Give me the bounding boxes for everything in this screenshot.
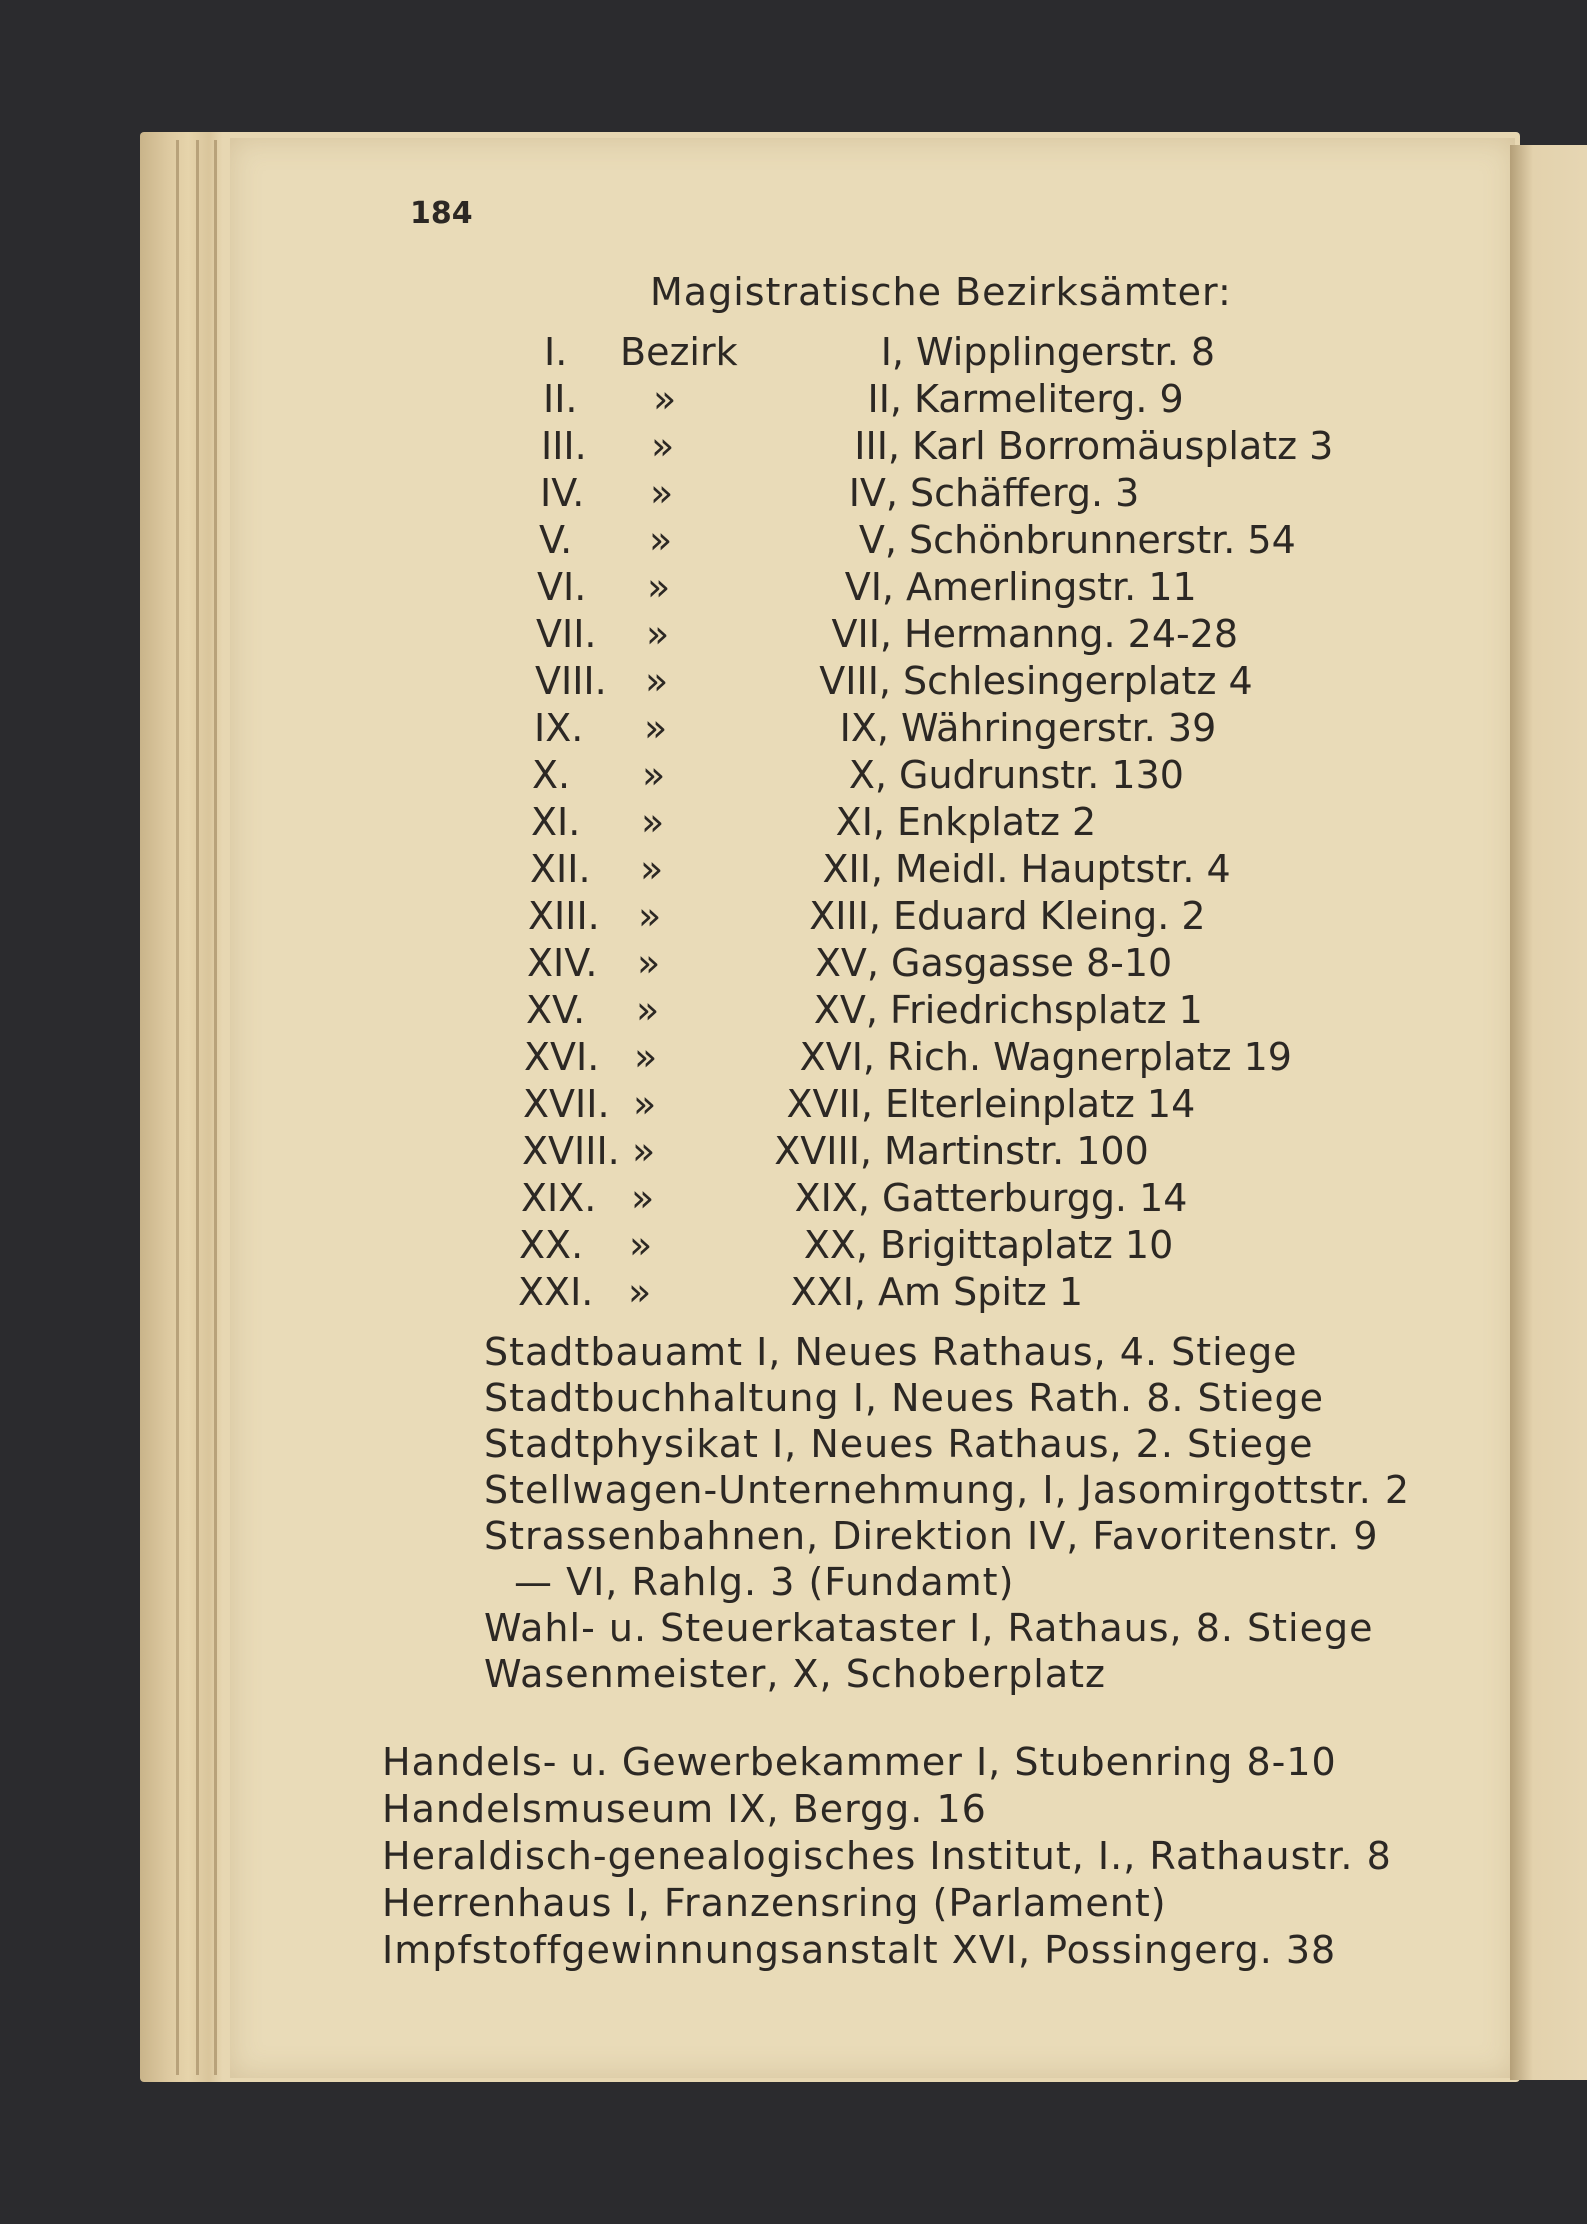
district-number: XI. xyxy=(531,800,581,844)
district-address: Rich. Wagnerplatz 19 xyxy=(887,1035,1292,1079)
district-address: Hermanng. 24-28 xyxy=(904,612,1239,656)
ditto-mark: » xyxy=(629,1223,653,1267)
district-code: VIII, xyxy=(819,659,891,703)
ditto-mark: » xyxy=(632,1129,656,1173)
district-code: I, xyxy=(880,330,904,374)
section-heading: Magistratische Bezirksämter: xyxy=(650,270,1232,314)
district-address: Schäfferg. 3 xyxy=(910,471,1140,515)
district-address: Karmeliterg. 9 xyxy=(914,377,1184,421)
district-code: XIII, xyxy=(809,894,881,938)
district-number: XVIII. xyxy=(522,1129,620,1173)
district-code: XXI, xyxy=(790,1270,866,1314)
ditto-mark: » xyxy=(634,1035,658,1079)
district-address: Enkplatz 2 xyxy=(897,800,1097,844)
district-address: Schlesingerplatz 4 xyxy=(903,659,1253,703)
district-number: XVII. xyxy=(523,1082,610,1126)
ditto-mark: » xyxy=(645,659,669,703)
district-number: VIII. xyxy=(535,659,607,703)
ditto-mark: » xyxy=(637,941,661,985)
office-line: Stadtbauamt I, Neues Rathaus, 4. Stiege xyxy=(484,1330,1298,1374)
ditto-mark: » xyxy=(650,471,674,515)
ditto-mark: » xyxy=(651,424,675,468)
ditto-mark: » xyxy=(649,518,673,562)
district-code: IV, xyxy=(848,471,898,515)
district-code: XI, xyxy=(835,800,885,844)
district-number: V. xyxy=(539,518,573,562)
district-number: XX. xyxy=(519,1223,584,1267)
district-number: X. xyxy=(532,753,571,797)
district-number: IX. xyxy=(534,706,584,750)
ditto-mark: Bezirk xyxy=(620,330,738,374)
ditto-mark: » xyxy=(653,377,677,421)
district-number: VI. xyxy=(537,565,587,609)
district-code: XX, xyxy=(803,1223,868,1267)
district-address: Karl Borromäusplatz 3 xyxy=(912,424,1334,468)
district-code: VII, xyxy=(831,612,892,656)
office-line: Stadtphysikat I, Neues Rathaus, 2. Stiege xyxy=(484,1422,1314,1466)
ditto-mark: » xyxy=(646,612,670,656)
district-address: Am Spitz 1 xyxy=(878,1270,1083,1314)
district-code: XIX, xyxy=(794,1176,870,1220)
district-number: XV. xyxy=(526,988,586,1032)
office-line: Wasenmeister, X, Schoberplatz xyxy=(484,1652,1106,1696)
district-code: IX, xyxy=(839,706,889,750)
district-address: Martinstr. 100 xyxy=(884,1129,1149,1173)
institution-line: Handelsmuseum IX, Bergg. 16 xyxy=(382,1787,987,1831)
ditto-mark: » xyxy=(633,1082,657,1126)
ditto-mark: » xyxy=(642,753,666,797)
institution-line: Heraldisch-genealogisches Institut, I., Rathaustr. 8 xyxy=(382,1834,1392,1878)
district-address: Brigittaplatz 10 xyxy=(880,1223,1174,1267)
institution-line: Impfstoffgewinnungsanstalt XVI, Possingerg. 38 xyxy=(382,1928,1337,1972)
office-line: Wahl- u. Steuerkataster I, Rathaus, 8. Stiege xyxy=(484,1606,1374,1650)
district-code: XVI, xyxy=(799,1035,875,1079)
district-address: Wipplingerstr. 8 xyxy=(916,330,1216,374)
district-address: Meidl. Hauptstr. 4 xyxy=(895,847,1231,891)
district-number: XIV. xyxy=(527,941,598,985)
district-number: XII. xyxy=(530,847,591,891)
district-code: VI, xyxy=(844,565,894,609)
ditto-mark: » xyxy=(636,988,660,1032)
ditto-mark: » xyxy=(628,1270,652,1314)
district-number: XXI. xyxy=(518,1270,594,1314)
district-address: Eduard Kleing. 2 xyxy=(893,894,1206,938)
district-address: Friedrichsplatz 1 xyxy=(890,988,1203,1032)
institution-line: Herrenhaus I, Franzensring (Parlament) xyxy=(382,1881,1167,1925)
district-address: Gasgasse 8-10 xyxy=(891,941,1173,985)
district-number: VII. xyxy=(536,612,597,656)
district-number: IV. xyxy=(540,471,585,515)
district-number: XIII. xyxy=(528,894,600,938)
district-code: II, xyxy=(867,377,902,421)
ditto-mark: » xyxy=(640,847,664,891)
district-number: XVI. xyxy=(524,1035,600,1079)
district-address: Elterleinplatz 14 xyxy=(885,1082,1196,1126)
district-code: XII, xyxy=(822,847,883,891)
ditto-mark: » xyxy=(644,706,668,750)
district-number: I. xyxy=(544,330,568,374)
district-number: XIX. xyxy=(521,1176,597,1220)
ditto-mark: » xyxy=(647,565,671,609)
district-address: Währingerstr. 39 xyxy=(901,706,1217,750)
district-number: II. xyxy=(543,377,578,421)
office-line: Stellwagen-Unternehmung, I, Jasomirgottstr. 2 xyxy=(484,1468,1411,1512)
district-address: Amerlingstr. 11 xyxy=(906,565,1197,609)
office-line: Stadtbuchhaltung I, Neues Rath. 8. Stiege xyxy=(484,1376,1325,1420)
district-code: III, xyxy=(854,424,900,468)
district-address: Gudrunstr. 130 xyxy=(899,753,1184,797)
district-code: XV, xyxy=(814,941,879,985)
district-address: Gatterburgg. 14 xyxy=(882,1176,1188,1220)
district-code: X, xyxy=(848,753,887,797)
ditto-mark: » xyxy=(631,1176,655,1220)
ditto-mark: » xyxy=(641,800,665,844)
office-line: — VI, Rahlg. 3 (Fundamt) xyxy=(514,1560,1015,1604)
district-code: XVII, xyxy=(786,1082,873,1126)
institution-line: Handels- u. Gewerbekammer I, Stubenring 8-10 xyxy=(382,1740,1337,1784)
page-number: 184 xyxy=(410,196,473,231)
district-code: XVIII, xyxy=(774,1129,872,1173)
district-code: XV, xyxy=(813,988,878,1032)
office-line: Strassenbahnen, Direktion IV, Favoritenstr. 9 xyxy=(484,1514,1379,1558)
district-code: V, xyxy=(858,518,897,562)
district-address: Schönbrunnerstr. 54 xyxy=(909,518,1296,562)
district-number: III. xyxy=(541,424,587,468)
ditto-mark: » xyxy=(638,894,662,938)
